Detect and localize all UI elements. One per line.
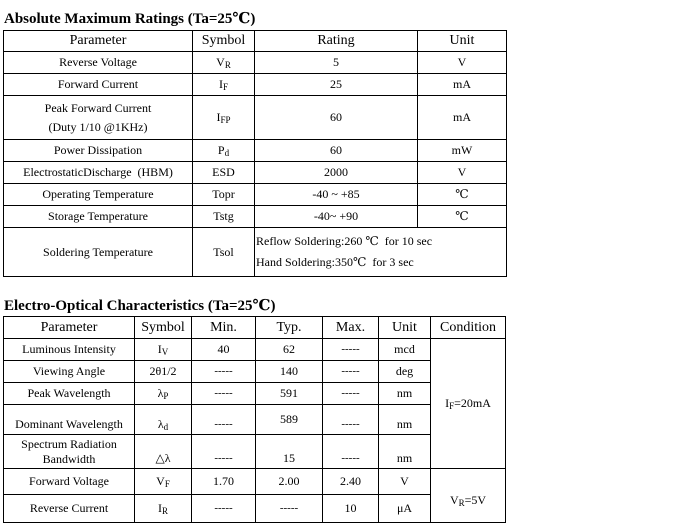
unit-cell: nm: [379, 405, 431, 435]
header-symbol: Symbol: [135, 317, 192, 339]
min-cell: -----: [192, 405, 256, 435]
parameter-line-2: Bandwidth: [42, 451, 96, 466]
rating-cell: -40 ~ +85: [255, 184, 418, 206]
symbol-cell: [193, 74, 255, 96]
typ-cell: 591: [256, 383, 323, 405]
parameter-cell: [4, 96, 193, 140]
symbol-base: I: [218, 77, 223, 91]
min-cell: -----: [192, 495, 256, 523]
table-row: [4, 206, 507, 228]
hand-soldering-text: Hand Soldering:350℃ for 3 sec: [256, 255, 414, 269]
max-cell: -----: [323, 361, 379, 383]
header-min: Min.: [192, 317, 256, 339]
rating-cell: 60: [255, 96, 418, 140]
symbol-subscript: d: [224, 148, 230, 158]
symbol-cell: [135, 383, 192, 405]
symbol-cell: ESD: [193, 162, 255, 184]
parameter-line-1: Peak Forward Current: [44, 100, 152, 115]
parameter-cell: Forward Voltage: [4, 469, 135, 495]
parameter-cell: Reverse Current: [4, 495, 135, 523]
typ-cell: -----: [256, 495, 323, 523]
table-row: [4, 361, 506, 383]
parameter-cell: Power Dissipation: [4, 140, 193, 162]
parameter-line-1: Spectrum Radiation: [21, 436, 117, 451]
header-unit: Unit: [418, 31, 507, 52]
table-row: [4, 469, 506, 495]
symbol-subscript: R: [161, 506, 168, 516]
rating-cell: 5: [255, 52, 418, 74]
header-symbol: Symbol: [193, 31, 255, 52]
symbol-base: V: [156, 474, 165, 488]
table-row: [4, 162, 507, 184]
max-cell: -----: [323, 383, 379, 405]
symbol-base: I: [216, 110, 221, 124]
condition-forward-cell: [431, 339, 506, 469]
symbol-subscript: R: [224, 60, 231, 70]
table-row: [4, 383, 506, 405]
symbol-base: P: [217, 143, 225, 157]
max-cell: -----: [323, 435, 379, 469]
unit-cell: mA: [418, 74, 507, 96]
header-max: Max.: [323, 317, 379, 339]
parameter-cell: Soldering Temperature: [4, 228, 193, 277]
table-row: [4, 435, 506, 469]
header-rating: Rating: [255, 31, 418, 52]
typ-cell: 589: [256, 405, 323, 435]
header-typ: Typ.: [256, 317, 323, 339]
condition-subscript: F: [449, 401, 455, 411]
table-row: [4, 405, 506, 435]
symbol-cell: △λ: [135, 435, 192, 469]
symbol-subscript: FP: [220, 115, 231, 125]
rating-cell: [255, 228, 507, 277]
parameter-line-2: (Duty 1/10 @1KHz): [48, 119, 148, 134]
unit-cell: μA: [379, 495, 431, 523]
symbol-base: I: [157, 501, 162, 515]
unit-cell: mcd: [379, 339, 431, 361]
header-condition: Condition: [431, 317, 506, 339]
header-parameter: Parameter: [4, 31, 193, 52]
unit-cell: mA: [418, 96, 507, 140]
symbol-cell: [135, 469, 192, 495]
table-row: [4, 495, 506, 523]
parameter-cell: [4, 435, 135, 469]
symbol-subscript: d: [163, 422, 169, 432]
min-cell: -----: [192, 435, 256, 469]
max-cell: 2.40: [323, 469, 379, 495]
typ-cell: 62: [256, 339, 323, 361]
table-row: [4, 96, 507, 140]
unit-cell: deg: [379, 361, 431, 383]
unit-cell: V: [379, 469, 431, 495]
max-cell: -----: [323, 405, 379, 435]
absolute-max-ratings-title: Absolute Maximum Ratings (Ta=25℃): [4, 11, 256, 27]
parameter-cell: Viewing Angle: [4, 361, 135, 383]
absolute-max-ratings-table: [3, 30, 507, 277]
symbol-cell: [193, 140, 255, 162]
unit-cell: nm: [379, 383, 431, 405]
symbol-cell: 2θ1/2: [135, 361, 192, 383]
table-row: [4, 339, 506, 361]
table-header-row: [4, 31, 507, 52]
typ-cell: 2.00: [256, 469, 323, 495]
rating-cell: -40~ +90: [255, 206, 418, 228]
parameter-cell: Peak Wavelength: [4, 383, 135, 405]
condition-value: =20mA: [454, 396, 491, 410]
rating-cell: 2000: [255, 162, 418, 184]
symbol-cell: Tstg: [193, 206, 255, 228]
symbol-subscript: F: [164, 479, 170, 489]
max-cell: 10: [323, 495, 379, 523]
parameter-cell: Storage Temperature: [4, 206, 193, 228]
unit-cell: mW: [418, 140, 507, 162]
min-cell: 1.70: [192, 469, 256, 495]
parameter-cell: Operating Temperature: [4, 184, 193, 206]
unit-cell: nm: [379, 435, 431, 469]
symbol-cell: [193, 52, 255, 74]
parameter-cell: Reverse Voltage: [4, 52, 193, 74]
electro-optical-title: Electro-Optical Characteristics (Ta=25℃): [4, 298, 276, 314]
symbol-cell: [135, 495, 192, 523]
min-cell: 40: [192, 339, 256, 361]
condition-base: I: [445, 396, 450, 410]
table-row: [4, 74, 507, 96]
rating-cell: 25: [255, 74, 418, 96]
parameter-cell: Dominant Wavelength: [4, 405, 135, 435]
max-cell: -----: [323, 339, 379, 361]
parameter-cell: Luminous Intensity: [4, 339, 135, 361]
reflow-soldering-text: Reflow Soldering:260 ℃ for 10 sec: [256, 234, 433, 248]
symbol-base: V: [216, 55, 225, 69]
unit-cell: V: [418, 52, 507, 74]
symbol-subscript: P: [163, 391, 169, 401]
symbol-subscript: F: [222, 82, 228, 92]
symbol-subscript: V: [161, 347, 169, 357]
symbol-base: λ: [157, 386, 164, 400]
parameter-cell: Forward Current: [4, 74, 193, 96]
symbol-cell: [193, 96, 255, 140]
symbol-cell: Topr: [193, 184, 255, 206]
symbol-cell: [135, 405, 192, 435]
condition-subscript: R: [458, 498, 465, 508]
condition-base: V: [449, 493, 459, 507]
unit-cell: V: [418, 162, 507, 184]
condition-reverse-cell: [431, 469, 506, 523]
unit-cell: ℃: [418, 184, 507, 206]
table-row: [4, 184, 507, 206]
header-parameter: Parameter: [4, 317, 135, 339]
table-header-row: [4, 317, 506, 339]
min-cell: -----: [192, 361, 256, 383]
table-row: [4, 52, 507, 74]
typ-cell: 140: [256, 361, 323, 383]
symbol-cell: [135, 339, 192, 361]
symbol-base: I: [157, 342, 162, 356]
header-unit: Unit: [379, 317, 431, 339]
symbol-cell: Tsol: [193, 228, 255, 277]
rating-cell: 60: [255, 140, 418, 162]
electro-optical-table: [3, 316, 506, 523]
typ-cell: 15: [256, 435, 323, 469]
condition-value: =5V: [464, 493, 487, 507]
unit-cell: ℃: [418, 206, 507, 228]
parameter-cell: ElectrostaticDischarge (HBM): [4, 162, 193, 184]
min-cell: -----: [192, 383, 256, 405]
symbol-base: λ: [157, 417, 164, 431]
table-row: [4, 140, 507, 162]
table-row: [4, 228, 507, 277]
